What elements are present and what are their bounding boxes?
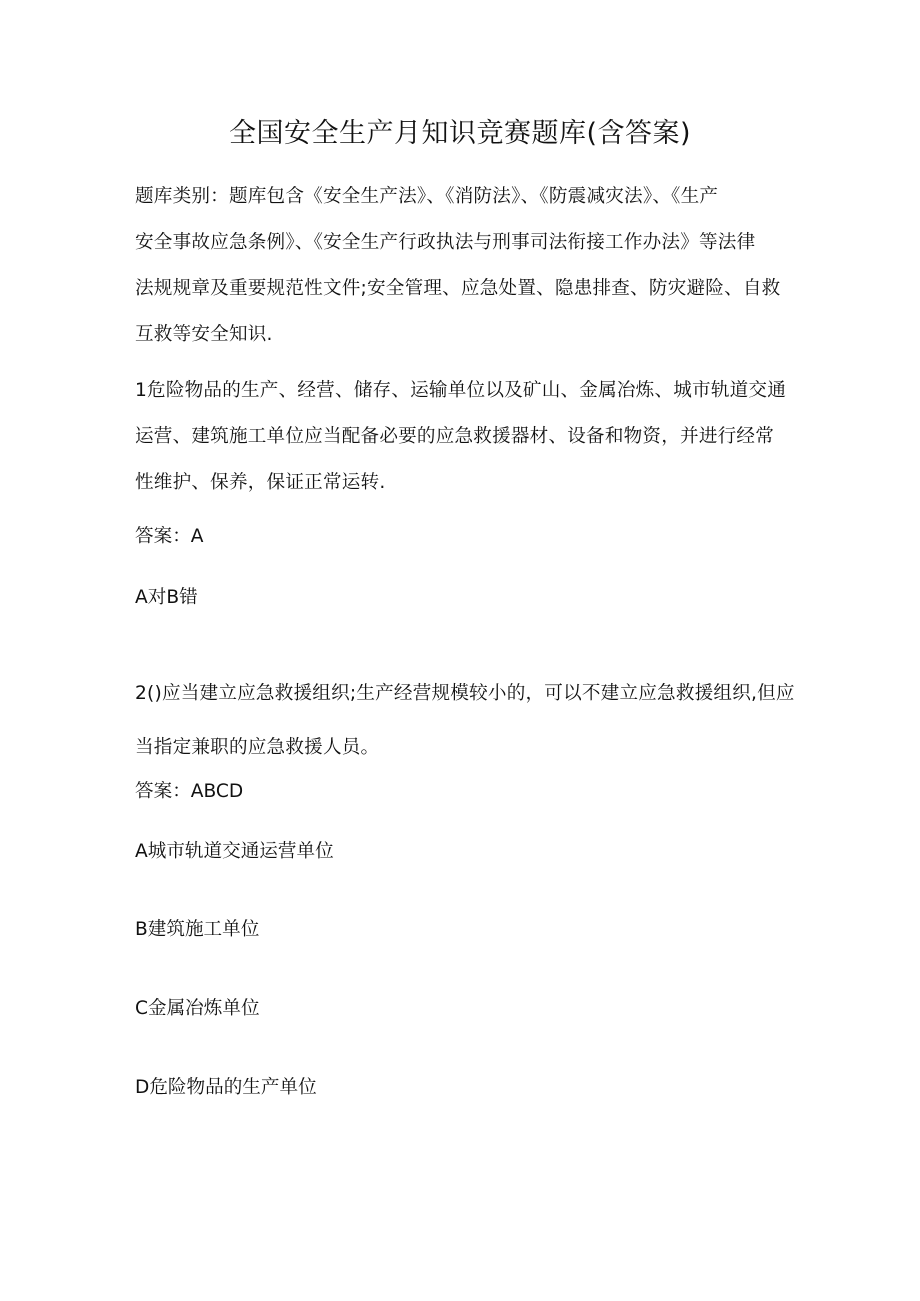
question-1-option: A对B错 — [135, 587, 198, 608]
intro-line: 互救等安全知识. — [135, 324, 273, 345]
question-2-text — [135, 667, 795, 775]
question-2-option-c: C金属冶炼单位 — [135, 998, 260, 1019]
question-2-option-a: A城市轨道交通运营单位 — [135, 841, 334, 862]
intro-line: 安全事故应急条例》、《安全生产行政执法与刑事司法衔接工作办法》等法律 — [135, 232, 756, 253]
question-1-text — [135, 368, 785, 506]
question-2-option-b: B建筑施工单位 — [135, 919, 260, 940]
question-line: 1危险物品的生产、经营、储存、运输单位以及矿山、金属冶炼、城市轨道交通 — [135, 380, 787, 401]
question-line: 运营、建筑施工单位应当配备必要的应急救援器材、设备和物资，并进行经常 — [135, 426, 774, 447]
question-1-answer: 答案：A — [135, 526, 204, 547]
intro-line: 题库类别：题库包含《安全生产法》、《消防法》、《防震减灾法》、《生产 — [135, 186, 719, 207]
question-line: 2()应当建立应急救援组织;生产经营规模较小的，可以不建立应急救援组织,但应 — [135, 683, 795, 704]
intro-line: 法规规章及重要规范性文件;安全管理、应急处置、隐患排查、防灾避险、自救 — [135, 278, 781, 299]
question-line: 性维护、保养，保证正常运转. — [135, 472, 386, 493]
intro-paragraph — [135, 174, 785, 358]
document-title: 全国安全生产月知识竞赛题库(含答案) — [228, 118, 692, 149]
question-2-option-d: D危险物品的生产单位 — [135, 1077, 317, 1098]
question-line: 当指定兼职的应急救援人员。 — [135, 737, 380, 758]
question-2-answer: 答案：ABCD — [135, 781, 244, 802]
